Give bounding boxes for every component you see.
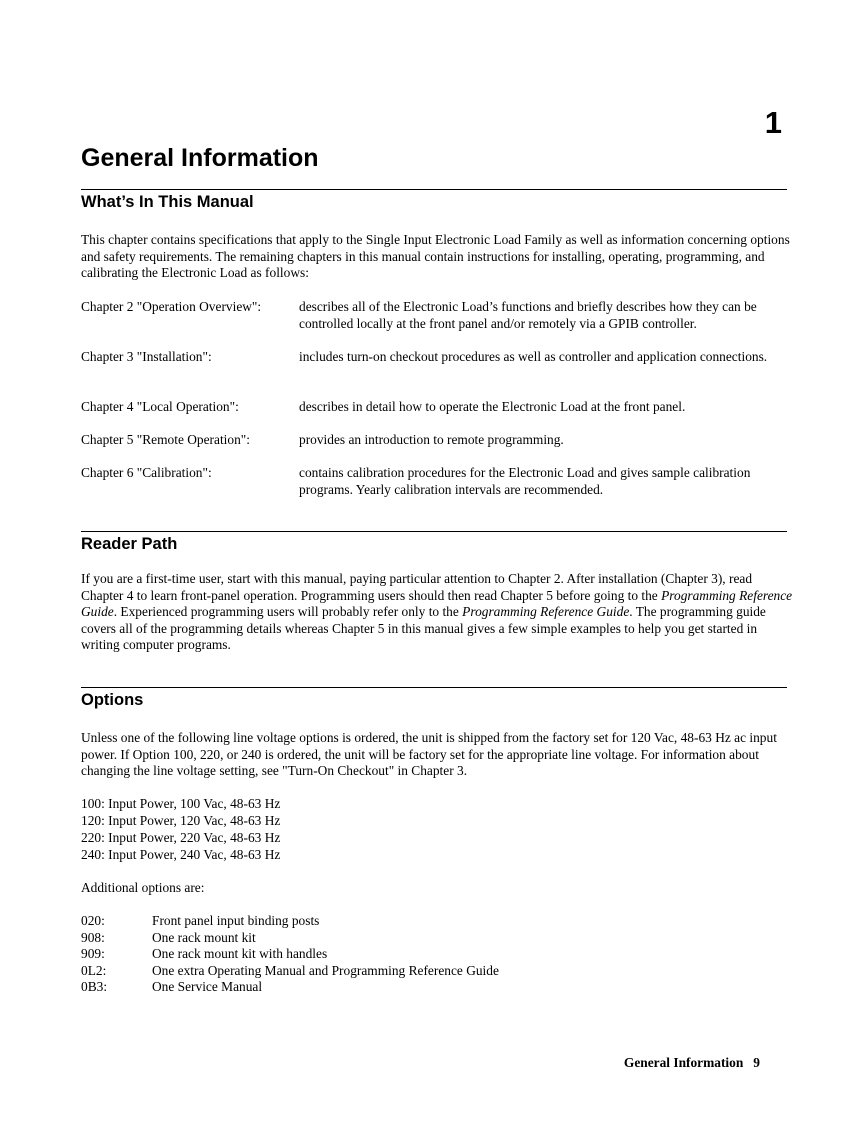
chapter-label: Chapter 6 "Calibration": — [81, 465, 212, 480]
chapter-label: Chapter 5 "Remote Operation": — [81, 432, 250, 447]
guide-reference: Programming Reference Guide — [462, 604, 630, 620]
chapter-description: describes in detail how to operate the Electronic Load at the front panel. — [299, 399, 686, 414]
section-divider — [81, 189, 787, 190]
option-description: Front panel input binding posts — [152, 913, 320, 928]
option-code: 020: — [81, 913, 105, 928]
voltage-option: 240: Input Power, 240 Vac, 48-63 Hz — [81, 847, 281, 862]
chapter-number: 1 — [764, 105, 782, 140]
chapter-label: Chapter 4 "Local Operation": — [81, 399, 239, 414]
section-heading-options: Options — [81, 691, 144, 709]
option-code: 0L2: — [81, 963, 107, 978]
chapter-label: Chapter 2 "Operation Overview": — [81, 299, 262, 314]
manual-intro-paragraph: This chapter contains specifications that apply to the Single Input Electronic Load Family as well as information concerning options and safety requirements. The remaining chapters in this manual contain instructions for installing, operating, programming, and calibrating the Electronic Load as follows: — [81, 232, 790, 281]
option-description: One rack mount kit — [152, 930, 256, 945]
section-heading-reader-path: Reader Path — [81, 535, 178, 553]
section-divider — [81, 531, 787, 532]
option-code: 908: — [81, 930, 105, 945]
option-code: 909: — [81, 946, 105, 961]
section-heading-manual: What’s In This Manual — [81, 193, 254, 211]
chapter-label: Chapter 3 "Installation": — [81, 349, 212, 364]
chapter-description: describes all of the Electronic Load’s functions and briefly describes how they can be controlled locally at the front panel and/or remotely via a GPIB controller. — [299, 299, 757, 331]
chapter-description: includes turn-on checkout procedures as well as controller and application connections. — [299, 349, 768, 364]
page-footer — [560, 1054, 760, 1072]
option-description: One rack mount kit with handles — [152, 946, 328, 961]
page-title: General Information — [81, 144, 319, 172]
additional-options-label: Additional options are: — [81, 880, 205, 895]
option-description: One extra Operating Manual and Programming Reference Guide — [152, 963, 499, 978]
reader-path-paragraph: If you are a first-time user, start with this manual, paying particular attention to Chapter 2. After installation (Chapter 3), read Chapter 4 to learn front-panel operation. Programming users should then read Chapter 5 before going to the Programming Reference Guide. Experienced programming users will probably refer only to the Programming Reference Guide. The programming guide covers all of the programming details whereas Chapter 5 in this manual gives a few simple examples to help you get started in writing computer programs. — [81, 571, 793, 653]
chapter-description: contains calibration procedures for the Electronic Load and gives sample calibration programs. Yearly calibration intervals are recommended. — [299, 465, 751, 497]
page-number: 9 — [753, 1055, 760, 1070]
option-description: One Service Manual — [152, 979, 263, 994]
footer-label: General Information — [623, 1055, 744, 1070]
options-intro-paragraph: Unless one of the following line voltage options is ordered, the unit is shipped from the factory set for 120 Vac, 48-63 Hz ac input power. If Option 100, 220, or 240 is ordered, the unit will be factory set for the appropriate line voltage. For information about changing the line voltage setting, see "Turn-On Checkout" in Chapter 3. — [81, 730, 777, 779]
option-code: 0B3: — [81, 979, 108, 994]
chapter-description: provides an introduction to remote programming. — [299, 432, 564, 447]
section-divider — [81, 687, 787, 688]
voltage-option: 100: Input Power, 100 Vac, 48-63 Hz — [81, 796, 281, 811]
voltage-option: 120: Input Power, 120 Vac, 48-63 Hz — [81, 813, 281, 828]
guide-reference: Programming Reference Guide — [81, 587, 793, 620]
voltage-option: 220: Input Power, 220 Vac, 48-63 Hz — [81, 830, 281, 845]
